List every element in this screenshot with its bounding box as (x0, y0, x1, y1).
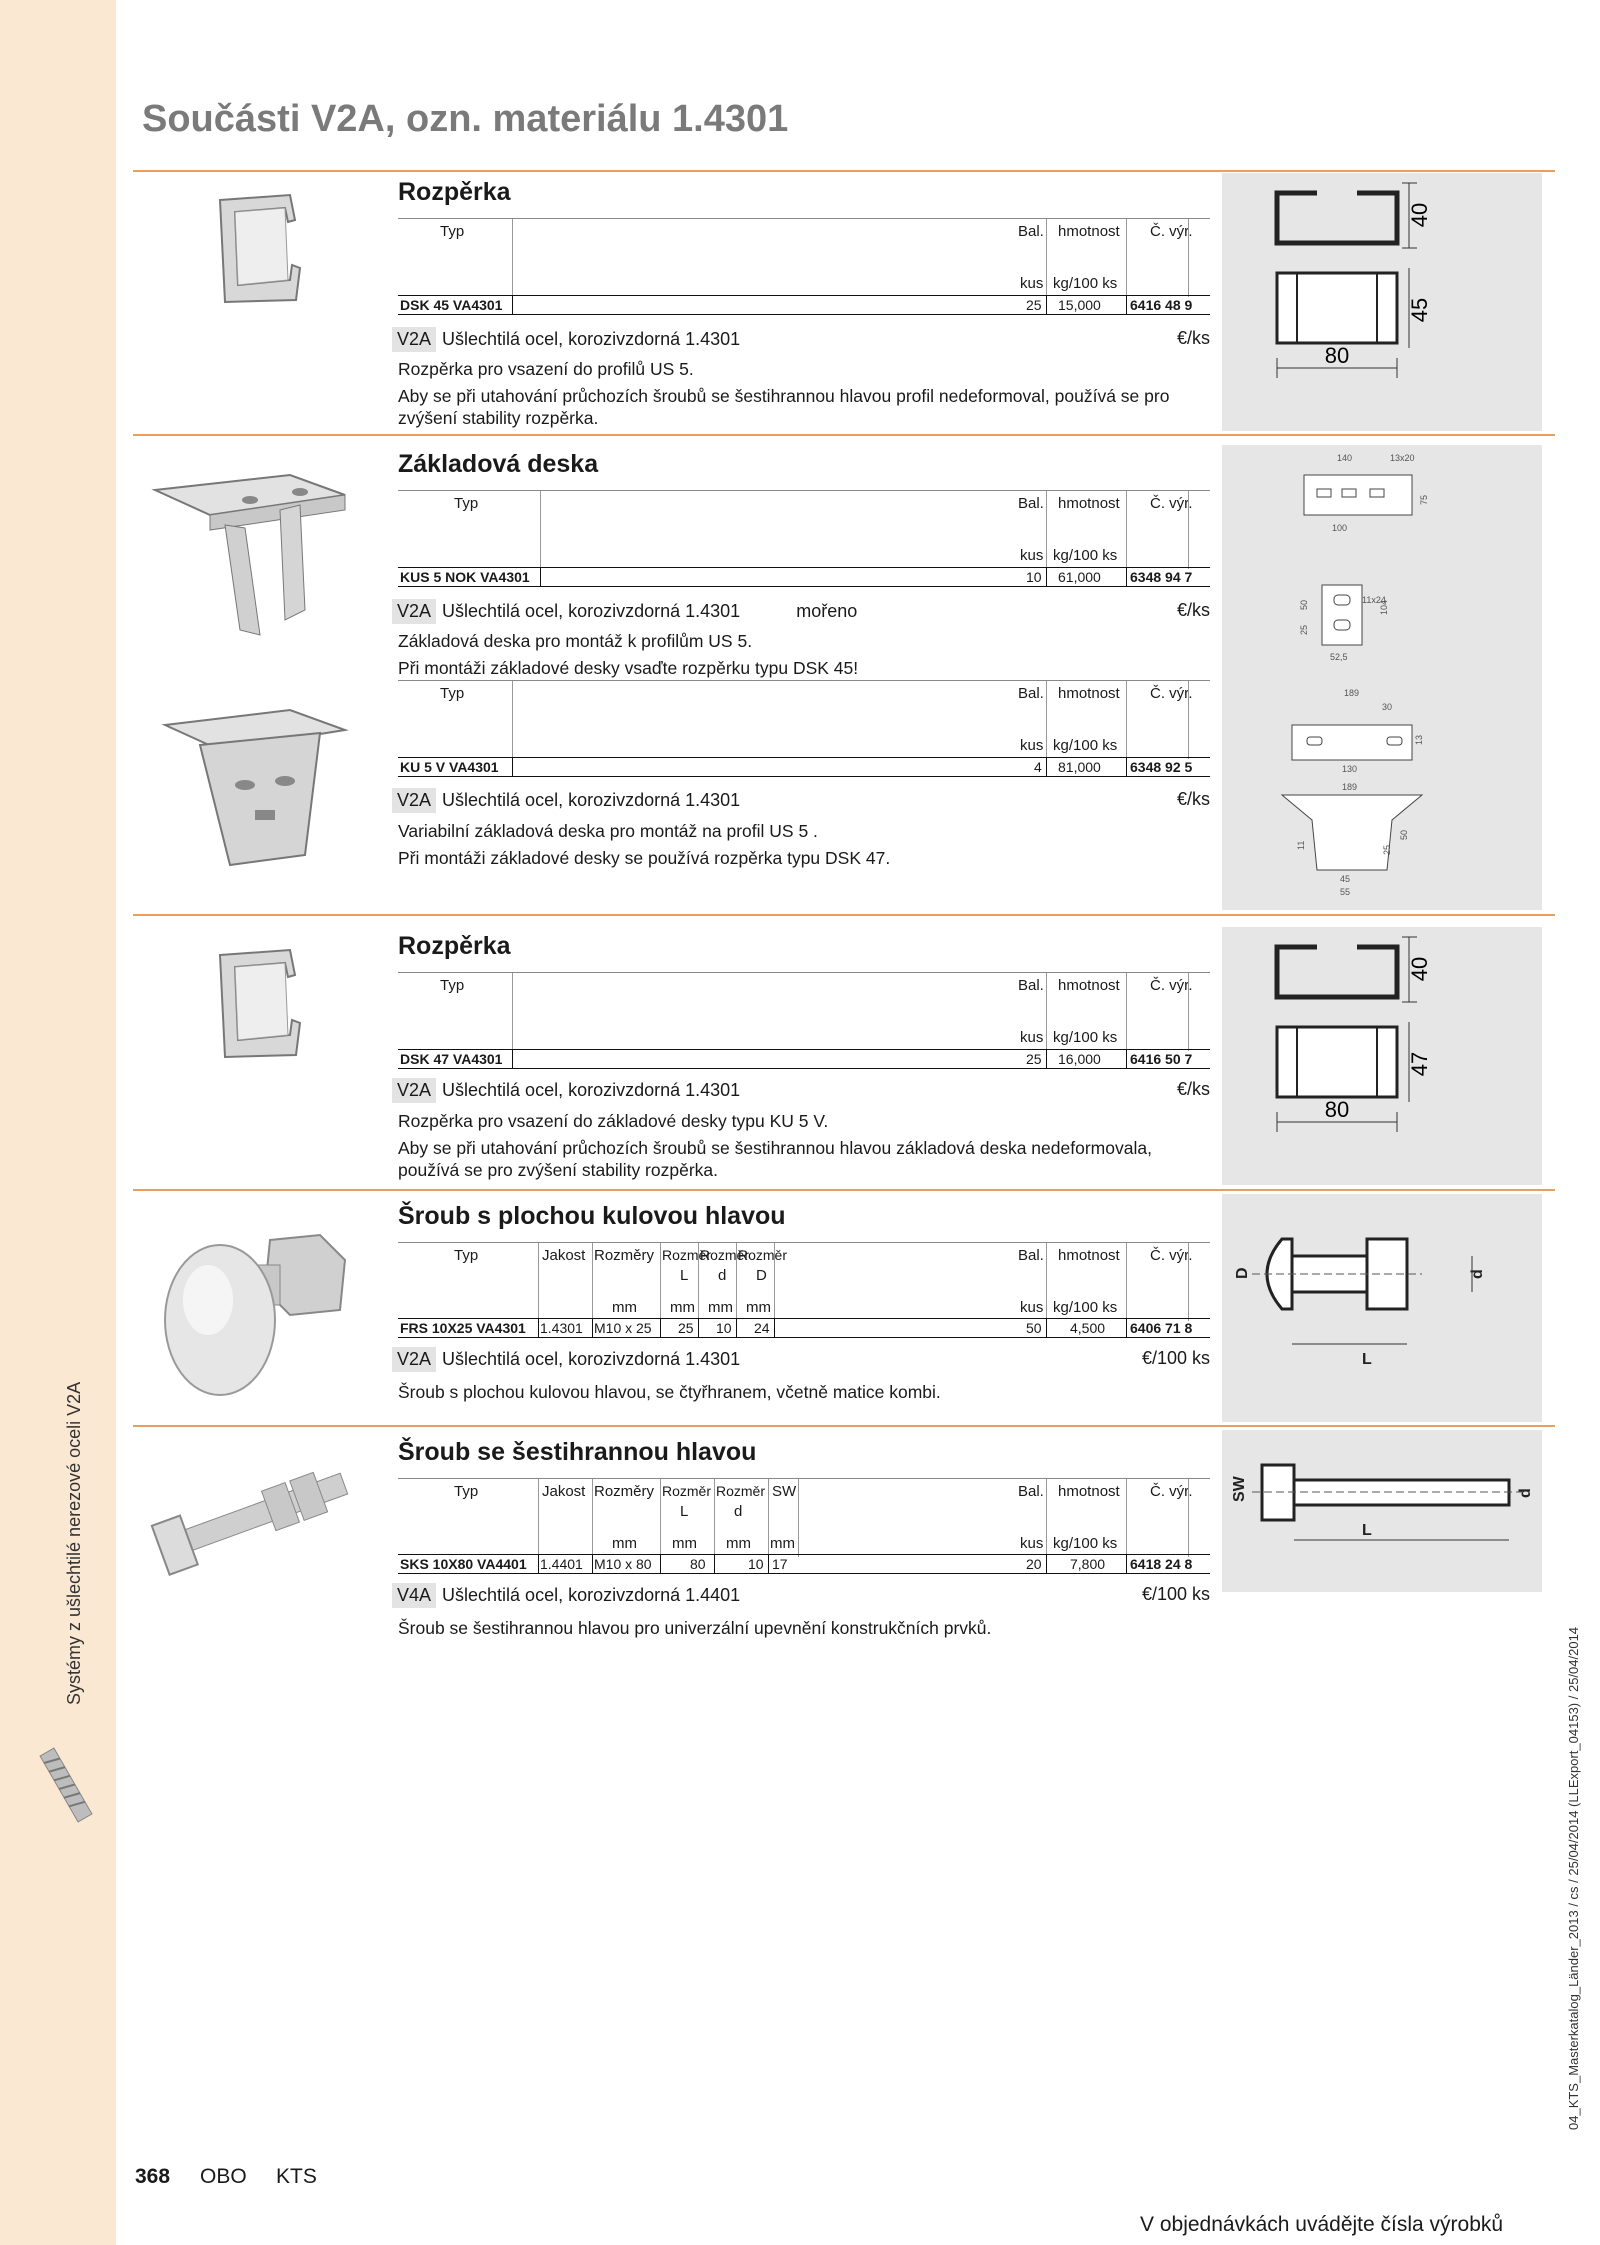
product-photo-sks (150, 1455, 360, 1580)
description: Aby se při utahování průchozích šroubů se šestihrannou hlavou profil nedeformoval, používá se pro zvýšení stability rozpěrka. (398, 386, 1170, 428)
product-photo-dsk45 (210, 190, 310, 305)
svg-text:45: 45 (1407, 297, 1432, 323)
price-unit: €/100 ks (1141, 1348, 1210, 1368)
product-photo-ku5v (160, 705, 350, 870)
svg-text:189: 189 (1342, 782, 1358, 792)
section-title-kus5: Základová deska (398, 450, 599, 478)
description: Rozpěrka pro vsazení do základové desky typu KU 5 V. (398, 1111, 829, 1131)
screw-icon (36, 1745, 96, 1825)
section-title-dsk47: Rozpěrka (398, 932, 511, 960)
table-row: DSK 47 VA4301 25 16,000 6416 50 7 (398, 1049, 1210, 1069)
svg-text:100: 100 (1332, 523, 1348, 533)
product-photo-dsk47 (210, 945, 310, 1060)
material-line: V2A Ušlechtilá ocel, korozivzdorná 1.4301 mořeno (392, 599, 857, 624)
description: Šroub s plochou kulovou hlavou, se čtyřhranem, včetně matice kombi. (398, 1382, 941, 1402)
svg-text:50: 50 (1399, 829, 1409, 840)
svg-text:L: L (1362, 1351, 1372, 1368)
table-header: Typ Bal. hmotnost Č. výr. kus kg/100 ks (398, 680, 1210, 759)
product-photo-kus5 (150, 470, 350, 640)
svg-text:80: 80 (1324, 343, 1350, 368)
svg-text:40: 40 (1407, 202, 1432, 228)
material-line: V2A Ušlechtilá ocel, korozivzdorná 1.4301 (392, 1347, 740, 1372)
product-photo-frs (160, 1220, 360, 1400)
description: Rozpěrka pro vsazení do profilů US 5. (398, 359, 694, 379)
section-title-dsk45: Rozpěrka (398, 178, 511, 206)
material-line: V2A Ušlechtilá ocel, korozivzdorná 1.4301 (392, 1078, 740, 1103)
svg-text:11x24: 11x24 (1362, 595, 1386, 605)
drawing-frs (1222, 1194, 1542, 1422)
sidebar-text: Systémy z ušlechtilé nerezové oceli V2A (64, 1381, 84, 1705)
table-header: Typ Jakost Rozměry Rozměr Rozměr Rozměr L d D mm mm mm mm Bal. hmotnost Č. výr. kus kg/100 ks (398, 1242, 1210, 1321)
separator (133, 434, 1555, 436)
description: Aby se při utahování průchozích šroubů se šestihrannou hlavou základová deska nedeformovala, používá se pro zvýšení stability rozpěrka. (398, 1138, 1152, 1180)
svg-text:L: L (1362, 1522, 1372, 1539)
price-unit: €/100 ks (1141, 1584, 1210, 1604)
description: Při montáži základové desky vsaďte rozpěrku typu DSK 45! (398, 658, 859, 678)
material-line: V2A Ušlechtilá ocel, korozivzdorná 1.4301 (392, 327, 740, 352)
price-unit: €/ks (1176, 328, 1210, 348)
svg-text:52,5: 52,5 (1330, 652, 1348, 662)
svg-text:50: 50 (1299, 599, 1309, 610)
price-unit: €/ks (1176, 789, 1210, 809)
drawing-base-plates (1222, 445, 1542, 910)
price-unit: €/ks (1176, 600, 1210, 620)
svg-text:d: d (1469, 1269, 1486, 1279)
catalog-name: KTS (276, 2165, 317, 2188)
drawing-dsk47 (1222, 927, 1542, 1185)
svg-text:25: 25 (1382, 844, 1392, 855)
material-line: V2A Ušlechtilá ocel, korozivzdorná 1.4301 (392, 788, 740, 813)
svg-text:d: d (1517, 1488, 1534, 1498)
section-title-sks: Šroub se šestihrannou hlavou (398, 1438, 757, 1466)
svg-text:55: 55 (1340, 887, 1351, 897)
separator (133, 1189, 1555, 1191)
price-unit: €/ks (1176, 1079, 1210, 1099)
table-header: Typ Bal. hmotnost Č. výr. kus kg/100 ks (398, 490, 1210, 569)
svg-text:13x20: 13x20 (1390, 453, 1415, 463)
section-title-frs: Šroub s plochou kulovou hlavou (398, 1202, 786, 1230)
separator (133, 1425, 1555, 1427)
table-row: SKS 10X80 VA4401 1.4401 M10 x 80 80 10 17 20 7,800 6418 24 8 (398, 1554, 1210, 1574)
svg-text:189: 189 (1344, 688, 1360, 698)
material-line: V4A Ušlechtilá ocel, korozivzdorná 1.4401 (392, 1583, 740, 1608)
table-row: FRS 10X25 VA4301 1.4301 M10 x 25 25 10 24 50 4,500 6406 71 8 (398, 1318, 1210, 1338)
svg-text:SW: SW (1231, 1476, 1248, 1502)
separator (133, 914, 1555, 916)
table-row: KUS 5 NOK VA4301 10 61,000 6348 94 7 (398, 567, 1210, 587)
svg-text:47: 47 (1407, 1051, 1432, 1077)
svg-text:140: 140 (1337, 453, 1353, 463)
separator (133, 170, 1555, 172)
page-number: 368 (135, 2165, 171, 2188)
svg-text:45: 45 (1340, 874, 1351, 884)
drawing-sks (1222, 1430, 1542, 1592)
document-code: 04_KTS_Masterkatalog_Länder_2013 / cs / 25/04/2014 (LLExport_04153) / 25/04/2014 (1566, 1626, 1581, 2130)
svg-text:13: 13 (1414, 734, 1424, 745)
table-header: Typ Jakost Rozměry Rozměr Rozměr SW L d mm mm mm mm Bal. hmotnost Č. výr. kus kg/100 ks (398, 1478, 1210, 1557)
description: Při montáži základové desky se používá rozpěrka typu DSK 47. (398, 848, 891, 868)
svg-text:80: 80 (1324, 1097, 1350, 1122)
svg-text:75: 75 (1419, 494, 1429, 505)
drawing-dsk45 (1222, 173, 1542, 431)
svg-text:D: D (1234, 1267, 1251, 1279)
table-row: KU 5 V VA4301 4 81,000 6348 92 5 (398, 757, 1210, 777)
table-header: Typ Bal. hmotnost Č. výr. kus kg/100 ks (398, 972, 1210, 1051)
footer-note: V objednávkách uvádějte čísla výrobků (1140, 2213, 1504, 2236)
svg-text:130: 130 (1342, 764, 1358, 774)
table-header: Typ Bal. hmotnost Č. výr. kus kg/100 ks (398, 218, 1210, 297)
svg-text:40: 40 (1407, 956, 1432, 982)
page-title: Součásti V2A, ozn. materiálu 1.4301 (142, 98, 789, 140)
description: Šroub se šestihrannou hlavou pro univerzální upevnění konstrukčních prvků. (398, 1618, 992, 1638)
description: Variabilní základová deska pro montáž na profil US 5 . (398, 821, 818, 841)
brand-name: OBO (200, 2165, 247, 2188)
svg-text:104: 104 (1379, 599, 1389, 615)
table-row: DSK 45 VA4301 25 15,000 6416 48 9 (398, 295, 1210, 315)
svg-text:25: 25 (1299, 624, 1309, 635)
sidebar (0, 0, 116, 2245)
description: Základová deska pro montáž k profilům US 5. (398, 631, 753, 651)
svg-text:11: 11 (1296, 840, 1306, 850)
svg-text:30: 30 (1382, 702, 1393, 712)
